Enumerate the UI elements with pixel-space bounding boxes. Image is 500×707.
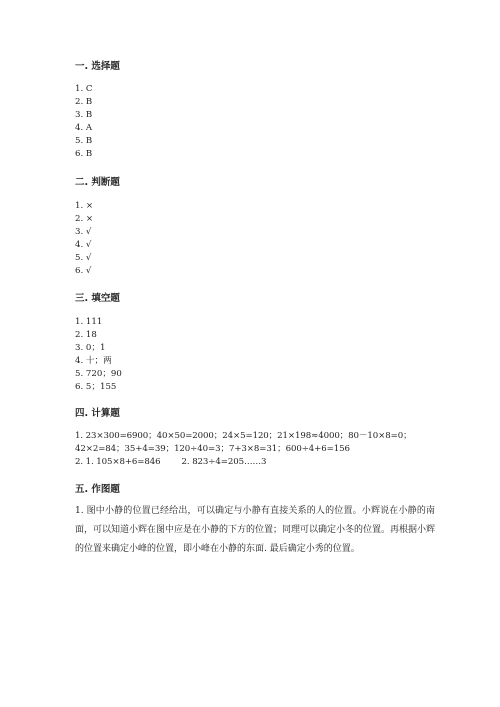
choice-answer-list	[75, 83, 93, 161]
calc-line: 2. 1. 105×8+6=846 2. 823÷4=205……3	[75, 457, 267, 467]
judge-answer-list	[75, 200, 93, 278]
list-item: 4. 十；两	[75, 356, 112, 366]
calc-line: 1. 23×300=6900；40×50=2000；24×5=120；21×198≈4000；80－10×8=0；	[75, 431, 412, 441]
section-title-draw: 五. 作图题	[75, 484, 120, 495]
list-item: 4. √	[75, 240, 92, 250]
fill-answer-list	[75, 316, 122, 394]
section-title-judge: 二. 判断题	[75, 177, 120, 188]
list-item: 5. B	[75, 136, 93, 146]
section-title-choice: 一. 选择题	[75, 61, 120, 72]
section-title-calc: 四. 计算题	[75, 408, 120, 419]
list-item: 1. C	[75, 84, 93, 94]
list-item: 2. ×	[75, 214, 94, 224]
list-item: 5. √	[75, 253, 92, 263]
draw-answer-paragraph: 1. 图中小静的位置已经给出，可以确定与小静有直接关系的人的位置。小辉说在小静的南面，可以知道小辉在图中应是在小静的下方的位置；同理可以确定小冬的位置。再根据小辉的位置来确定小峰的位置，即小峰在小静的东面. 最后确定小秀的位置。	[75, 506, 436, 554]
list-item: 6. 5；155	[75, 382, 117, 392]
list-item: 3. B	[75, 110, 93, 120]
list-item: 3. √	[75, 227, 92, 237]
calc-answers	[75, 430, 455, 469]
list-item: 3. 0；1	[75, 343, 106, 353]
list-item: 6. B	[75, 149, 93, 159]
list-item: 5. 720；90	[75, 369, 122, 379]
calc-line: 42×2=84；35+4=39；120÷40=3；7+3×8=31；600÷4+6=156	[75, 444, 350, 454]
list-item: 1. 111	[75, 317, 103, 327]
list-item: 1. ×	[75, 201, 94, 211]
section-title-fill: 三. 填空题	[75, 293, 120, 304]
list-item: 4. A	[75, 123, 93, 133]
list-item: 2. B	[75, 97, 93, 107]
list-item: 6. √	[75, 266, 92, 276]
list-item: 2. 18	[75, 330, 97, 340]
